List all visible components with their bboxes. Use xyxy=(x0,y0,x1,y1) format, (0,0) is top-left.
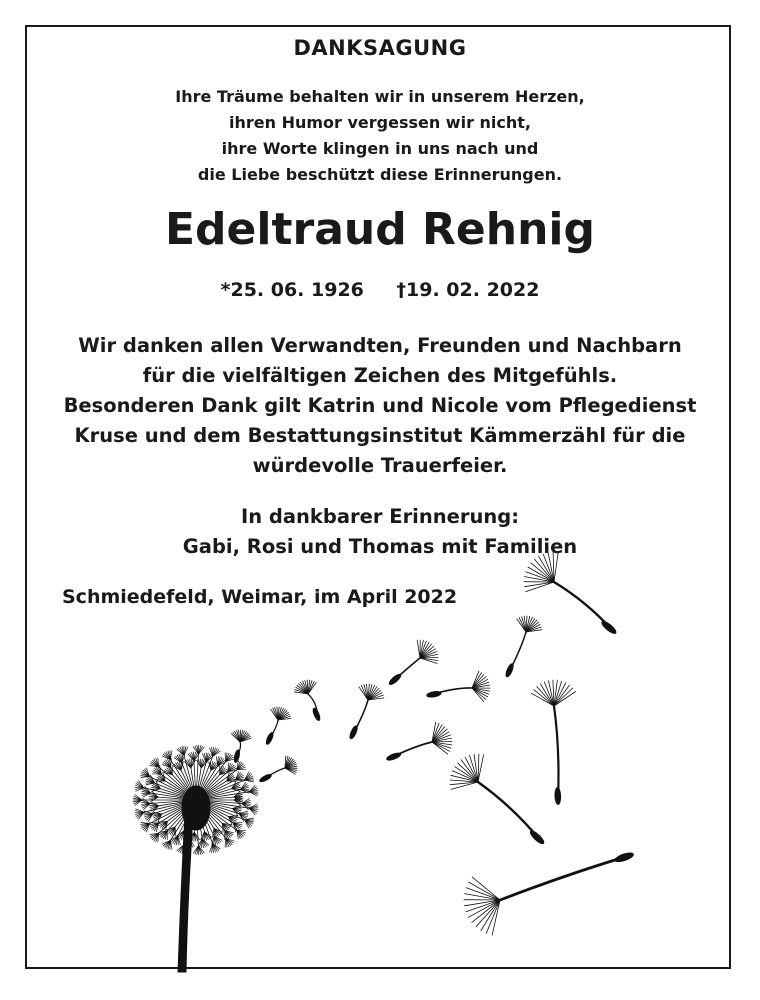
place-date: Schmiedefeld, Weimar, im April 2022 xyxy=(62,586,458,608)
poem-line: ihren Humor vergessen wir nicht, xyxy=(228,113,532,132)
memory-line: In dankbarer Erinnerung: xyxy=(240,505,519,528)
thanks-line: Besonderen Dank gilt Katrin und Nicole vom Pflegedienst xyxy=(63,394,697,417)
thanks-line: Kruse und dem Bestattungsinstitut Kämmerzähl für die xyxy=(74,424,686,447)
dandelion-flower-icon xyxy=(133,745,258,972)
heading: DANKSAGUNG xyxy=(293,36,467,60)
dandelion-seeds-icon xyxy=(231,552,634,935)
death-date: †19. 02. 2022 xyxy=(396,279,540,301)
thanks-line: würdevolle Trauerfeier. xyxy=(252,454,508,477)
poem-line: die Liebe beschützt diese Erinnerungen. xyxy=(197,165,563,184)
thanks-line: für die vielfältigen Zeichen des Mitgefühls. xyxy=(142,364,618,387)
memory-line: Gabi, Rosi und Thomas mit Familien xyxy=(182,535,578,558)
thanks-line: Wir danken allen Verwandten, Freunden und Nachbarn xyxy=(78,334,682,357)
poem-line: Ihre Träume behalten wir in unserem Herzen, xyxy=(175,87,585,106)
deceased-name: Edeltraud Rehnig xyxy=(165,204,595,255)
birth-date: *25. 06. 1926 xyxy=(220,279,364,301)
poem-line: ihre Worte klingen in uns nach und xyxy=(221,139,539,158)
